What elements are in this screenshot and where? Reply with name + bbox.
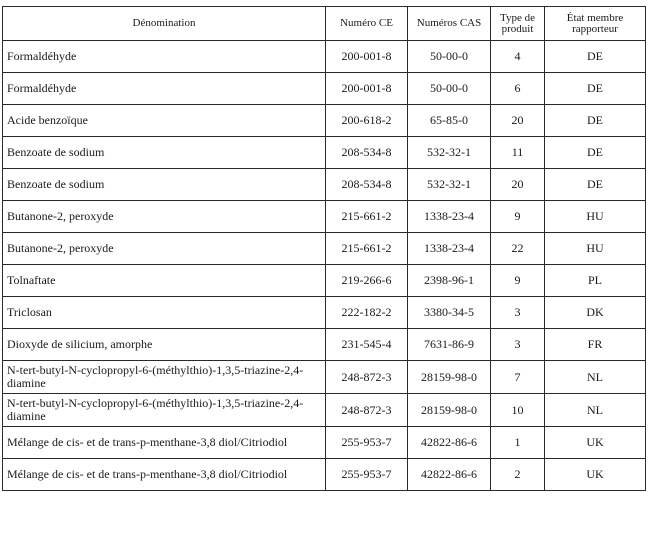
table-body (3, 41, 646, 491)
cell-type: 7 (491, 361, 545, 394)
cell-type: 9 (491, 265, 545, 297)
cell-state: DE (545, 169, 646, 201)
substances-table (2, 6, 646, 491)
cell-ce: 255-953-7 (326, 459, 408, 491)
cell-type: 20 (491, 105, 545, 137)
cell-cas: 28159-98-0 (408, 394, 491, 427)
cell-ce: 215-661-2 (326, 233, 408, 265)
cell-type: 11 (491, 137, 545, 169)
table-row (3, 169, 646, 201)
cell-type: 3 (491, 329, 545, 361)
cell-cas: 532-32-1 (408, 137, 491, 169)
cell-cas: 50-00-0 (408, 41, 491, 73)
cell-ce: 200-618-2 (326, 105, 408, 137)
cell-state: DE (545, 73, 646, 105)
cell-cas: 3380-34-5 (408, 297, 491, 329)
table-row (3, 427, 646, 459)
cell-type: 2 (491, 459, 545, 491)
cell-cas: 1338-23-4 (408, 233, 491, 265)
cell-cas: 2398-96-1 (408, 265, 491, 297)
cell-ce: 200-001-8 (326, 73, 408, 105)
cell-ce: 231-545-4 (326, 329, 408, 361)
cell-cas: 532-32-1 (408, 169, 491, 201)
cell-cas: 7631-86-9 (408, 329, 491, 361)
cell-state: DE (545, 41, 646, 73)
cell-state: FR (545, 329, 646, 361)
cell-name: Mélange de cis- et de trans-p-menthane-3,8 diol/Citriodiol (3, 459, 326, 491)
cell-type: 9 (491, 201, 545, 233)
cell-type: 10 (491, 394, 545, 427)
table-row (3, 233, 646, 265)
cell-ce: 255-953-7 (326, 427, 408, 459)
cell-name: Benzoate de sodium (3, 137, 326, 169)
cell-name: Dioxyde de silicium, amorphe (3, 329, 326, 361)
header-type-produit: Type de produit (491, 7, 545, 41)
cell-cas: 1338-23-4 (408, 201, 491, 233)
cell-name: Formaldéhyde (3, 73, 326, 105)
cell-state: DE (545, 105, 646, 137)
cell-state: DE (545, 137, 646, 169)
cell-name: Benzoate de sodium (3, 169, 326, 201)
cell-ce: 200-001-8 (326, 41, 408, 73)
cell-ce: 248-872-3 (326, 361, 408, 394)
cell-type: 3 (491, 297, 545, 329)
cell-ce: 215-661-2 (326, 201, 408, 233)
cell-ce: 222-182-2 (326, 297, 408, 329)
cell-cas: 42822-86-6 (408, 459, 491, 491)
cell-state: UK (545, 459, 646, 491)
cell-state: NL (545, 361, 646, 394)
cell-name: Butanone-2, peroxyde (3, 233, 326, 265)
table-row (3, 329, 646, 361)
table-row (3, 73, 646, 105)
cell-state: HU (545, 201, 646, 233)
table-row (3, 265, 646, 297)
cell-name: Tolnaftate (3, 265, 326, 297)
table-row (3, 459, 646, 491)
table-row (3, 361, 646, 394)
cell-name: Butanone-2, peroxyde (3, 201, 326, 233)
table-row (3, 394, 646, 427)
cell-state: DK (545, 297, 646, 329)
cell-name: Formaldéhyde (3, 41, 326, 73)
cell-type: 6 (491, 73, 545, 105)
cell-state: NL (545, 394, 646, 427)
cell-ce: 248-872-3 (326, 394, 408, 427)
cell-type: 20 (491, 169, 545, 201)
table-row (3, 201, 646, 233)
cell-name: N-tert-butyl-N-cyclopropyl-6-(méthylthio)-1,3,5-triazine-2,4-diamine (3, 394, 326, 427)
cell-ce: 208-534-8 (326, 137, 408, 169)
cell-type: 1 (491, 427, 545, 459)
cell-state: UK (545, 427, 646, 459)
table-row (3, 137, 646, 169)
cell-state: HU (545, 233, 646, 265)
cell-cas: 65-85-0 (408, 105, 491, 137)
header-numeros-cas: Numéros CAS (408, 7, 491, 41)
cell-cas: 28159-98-0 (408, 361, 491, 394)
cell-type: 22 (491, 233, 545, 265)
cell-type: 4 (491, 41, 545, 73)
cell-name: Acide benzoïque (3, 105, 326, 137)
cell-cas: 42822-86-6 (408, 427, 491, 459)
table-header-row (3, 7, 646, 41)
table-row (3, 41, 646, 73)
table-row (3, 105, 646, 137)
cell-ce: 208-534-8 (326, 169, 408, 201)
cell-cas: 50-00-0 (408, 73, 491, 105)
substances-table-container (2, 6, 645, 491)
header-etat-membre: État membre rapporteur (545, 7, 646, 41)
table-row (3, 297, 646, 329)
cell-name: Mélange de cis- et de trans-p-menthane-3,8 diol/Citriodiol (3, 427, 326, 459)
cell-name: N-tert-butyl-N-cyclopropyl-6-(méthylthio)-1,3,5-triazine-2,4-diamine (3, 361, 326, 394)
cell-ce: 219-266-6 (326, 265, 408, 297)
header-numero-ce: Numéro CE (326, 7, 408, 41)
header-denomination: Dénomination (3, 7, 326, 41)
cell-state: PL (545, 265, 646, 297)
cell-name: Triclosan (3, 297, 326, 329)
